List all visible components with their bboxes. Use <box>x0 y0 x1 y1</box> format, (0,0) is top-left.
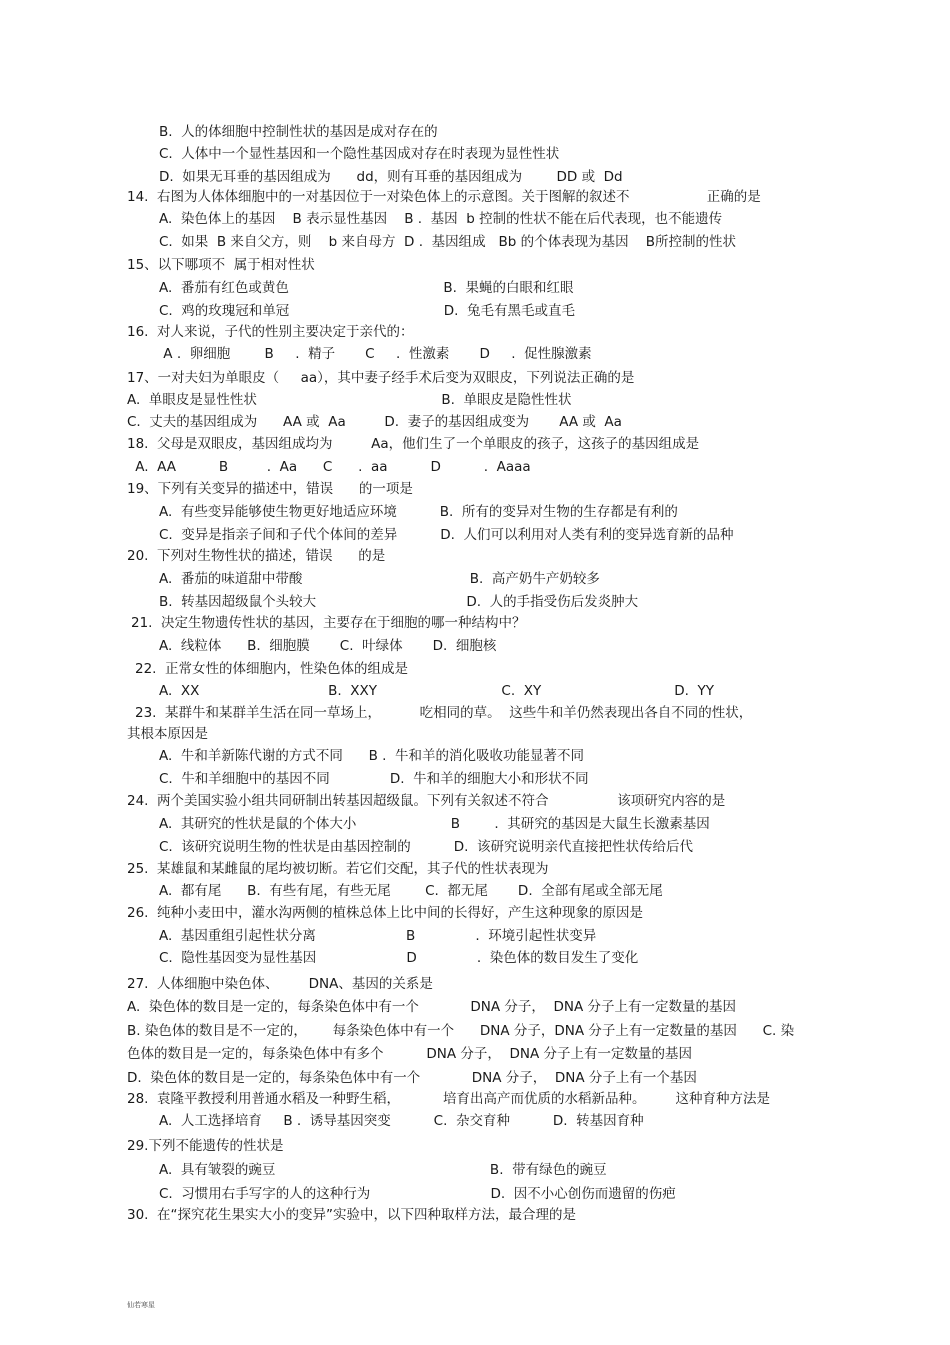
q16-stem: 16. 对人来说，子代的性别主要决定于亲代的： <box>127 324 414 340</box>
q15-options-ab: A. 番茄有红色或黄色 B. 果蝇的白眼和红眼 <box>159 280 574 296</box>
q24-options-ab: A. 其研究的性状是鼠的个体大小 B . 其研究的基因是大鼠生长激素基因 <box>159 816 710 832</box>
q29-options-cd: C. 习惯用右手写字的人的这种行为 D. 因不小心创伤而遗留的伤疤 <box>159 1186 676 1202</box>
q21-options: A. 线粒体 B. 细胞膜 C. 叶绿体 D. 细胞核 <box>159 638 497 654</box>
q23-stem: 23. 某群牛和某群羊生活在同一草场上， 吃相同的草。 这些牛和羊仍然表现出各自不同的性状， <box>135 705 753 721</box>
q19-stem: 19、下列有关变异的描述中，错误 的一项是 <box>127 481 413 497</box>
q19-options-ab: A. 有些变异能够使生物更好地适应环境 B. 所有的变异对生物的生存都是有利的 <box>159 504 678 520</box>
q14-options-ab: A. 染色体上的基因 B 表示显性基因 B . 基因 b 控制的性状不能在后代表现，也不能遗传 <box>159 211 723 227</box>
q22-stem: 22. 正常女性的体细胞内，性染色体的组成是 <box>135 661 409 677</box>
q28-stem: 28. 袁隆平教授利用普通水稻及一种野生稻， 培育出高产而优质的水稻新品种。 这种育种方法是 <box>127 1091 771 1107</box>
q24-stem: 24. 两个美国实验小组共同研制出转基因超级鼠。下列有关叙述不符合 该项研究内容的是 <box>127 793 726 809</box>
q14-options-cd: C. 如果 B 来自父方，则 b 来自母方 D . 基因组成 Bb 的个体表现为基因 B所控制的性状 <box>159 234 737 250</box>
q20-options-cd: B. 转基因超级鼠个头较大 D. 人的手指受伤后发炎肿大 <box>159 594 639 610</box>
q21-stem: 21. 决定生物遗传性状的基因，主要存在于细胞的哪一种结构中？ <box>131 615 526 631</box>
q13-option-b: B. 人的体细胞中控制性状的基因是成对存在的 <box>159 124 438 140</box>
q26-stem: 26. 纯种小麦田中，灌水沟两侧的植株总体上比中间的长得好，产生这种现象的原因是 <box>127 905 644 921</box>
q13-option-d: D. 如果无耳垂的基因组成为 dd，则有耳垂的基因组成为 DD 或 Dd <box>159 169 623 185</box>
q17-options-ab: A. 单眼皮是显性性状 B. 单眼皮是隐性性状 <box>127 392 572 408</box>
q29-stem: 29.下列不能遗传的性状是 <box>127 1138 284 1154</box>
q23-stem-cont: 其根本原因是 <box>127 726 208 742</box>
q27-option-c-cont: 色体的数目是一定的，每条染色体中有多个 DNA 分子， DNA 分子上有一定数量的基因 <box>127 1046 693 1062</box>
q22-options: A. XX B. XXY C. XY D. YY <box>159 683 715 699</box>
q20-options-ab: A. 番茄的味道甜中带酸 B. 高产奶牛产奶较多 <box>159 571 600 587</box>
q15-options-cd: C. 鸡的玫瑰冠和单冠 D. 兔毛有黑毛或直毛 <box>159 303 576 319</box>
q17-stem: 17、一对夫妇为单眼皮（ aa），其中妻子经手术后变为双眼皮，下列说法正确的是 <box>127 370 635 386</box>
q26-options-cd: C. 隐性基因变为显性基因 D . 染色体的数目发生了变化 <box>159 950 639 966</box>
q17-options-cd: C. 丈夫的基因组成为 AA 或 Aa D. 妻子的基因组成变为 AA 或 Aa <box>127 414 622 430</box>
q13-option-c: C. 人体中一个显性基因和一个隐性基因成对存在时表现为显性性状 <box>159 146 560 162</box>
q25-stem: 25. 某雄鼠和某雌鼠的尾均被切断。若它们交配，其子代的性状表现为 <box>127 861 549 877</box>
q14-stem: 14. 右图为人体体细胞中的一对基因位于一对染色体上的示意图。关于图解的叙述不 正确的是 <box>127 189 761 205</box>
q27-stem: 27. 人体细胞中染色体、 DNA、基因的关系是 <box>127 976 433 992</box>
q26-options-ab: A. 基因重组引起性状分离 B . 环境引起性状变异 <box>159 928 597 944</box>
q27-option-a: A. 染色体的数目是一定的，每条染色体中有一个 DNA 分子， DNA 分子上有一定数量的基因 <box>127 999 736 1015</box>
q16-options: A . 卵细胞 B . 精子 C . 性激素 D . 促性腺激素 <box>159 346 592 362</box>
q18-options: A. AA B . Aa C . aa D . Aaaa <box>131 459 531 475</box>
q19-options-cd: C. 变异是指亲子间和子代个体间的差异 D. 人们可以利用对人类有利的变异选育新的品种 <box>159 527 734 543</box>
q20-stem: 20. 下列对生物性状的描述，错误 的是 <box>127 548 386 564</box>
page-footer-text: 仙若寒星 <box>127 1301 155 1309</box>
q23-options-cd: C. 牛和羊细胞中的基因不同 D. 牛和羊的细胞大小和形状不同 <box>159 771 589 787</box>
q24-options-cd: C. 该研究说明生物的性状是由基因控制的 D. 该研究说明亲代直接把性状传给后代 <box>159 839 693 855</box>
q29-options-ab: A. 具有皱裂的豌豆 B. 带有绿色的豌豆 <box>159 1162 607 1178</box>
q27-option-d: D. 染色体的数目是一定的，每条染色体中有一个 DNA 分子， DNA 分子上有一个基因 <box>127 1070 697 1086</box>
q18-stem: 18. 父母是双眼皮，基因组成均为 Aa，他们生了一个单眼皮的孩子，这孩子的基因组成是 <box>127 436 700 452</box>
q28-options: A. 人工选择培育 B . 诱导基因突变 C. 杂交育种 D. 转基因育种 <box>159 1113 644 1129</box>
q27-option-b: B. 染色体的数目是不一定的， 每条染色体中有一个 DNA 分子，DNA 分子上有一定数量的基因 C. 染 <box>127 1023 795 1039</box>
q23-options-ab: A. 牛和羊新陈代谢的方式不同 B . 牛和羊的消化吸收功能显著不同 <box>159 748 585 764</box>
q30-stem: 30. 在“探究花生果实大小的变异”实验中，以下四种取样方法，最合理的是 <box>127 1207 577 1223</box>
q25-options: A. 都有尾 B. 有些有尾，有些无尾 C. 都无尾 D. 全部有尾或全部无尾 <box>159 883 663 899</box>
q15-stem: 15、以下哪项不 属于相对性状 <box>127 257 315 273</box>
